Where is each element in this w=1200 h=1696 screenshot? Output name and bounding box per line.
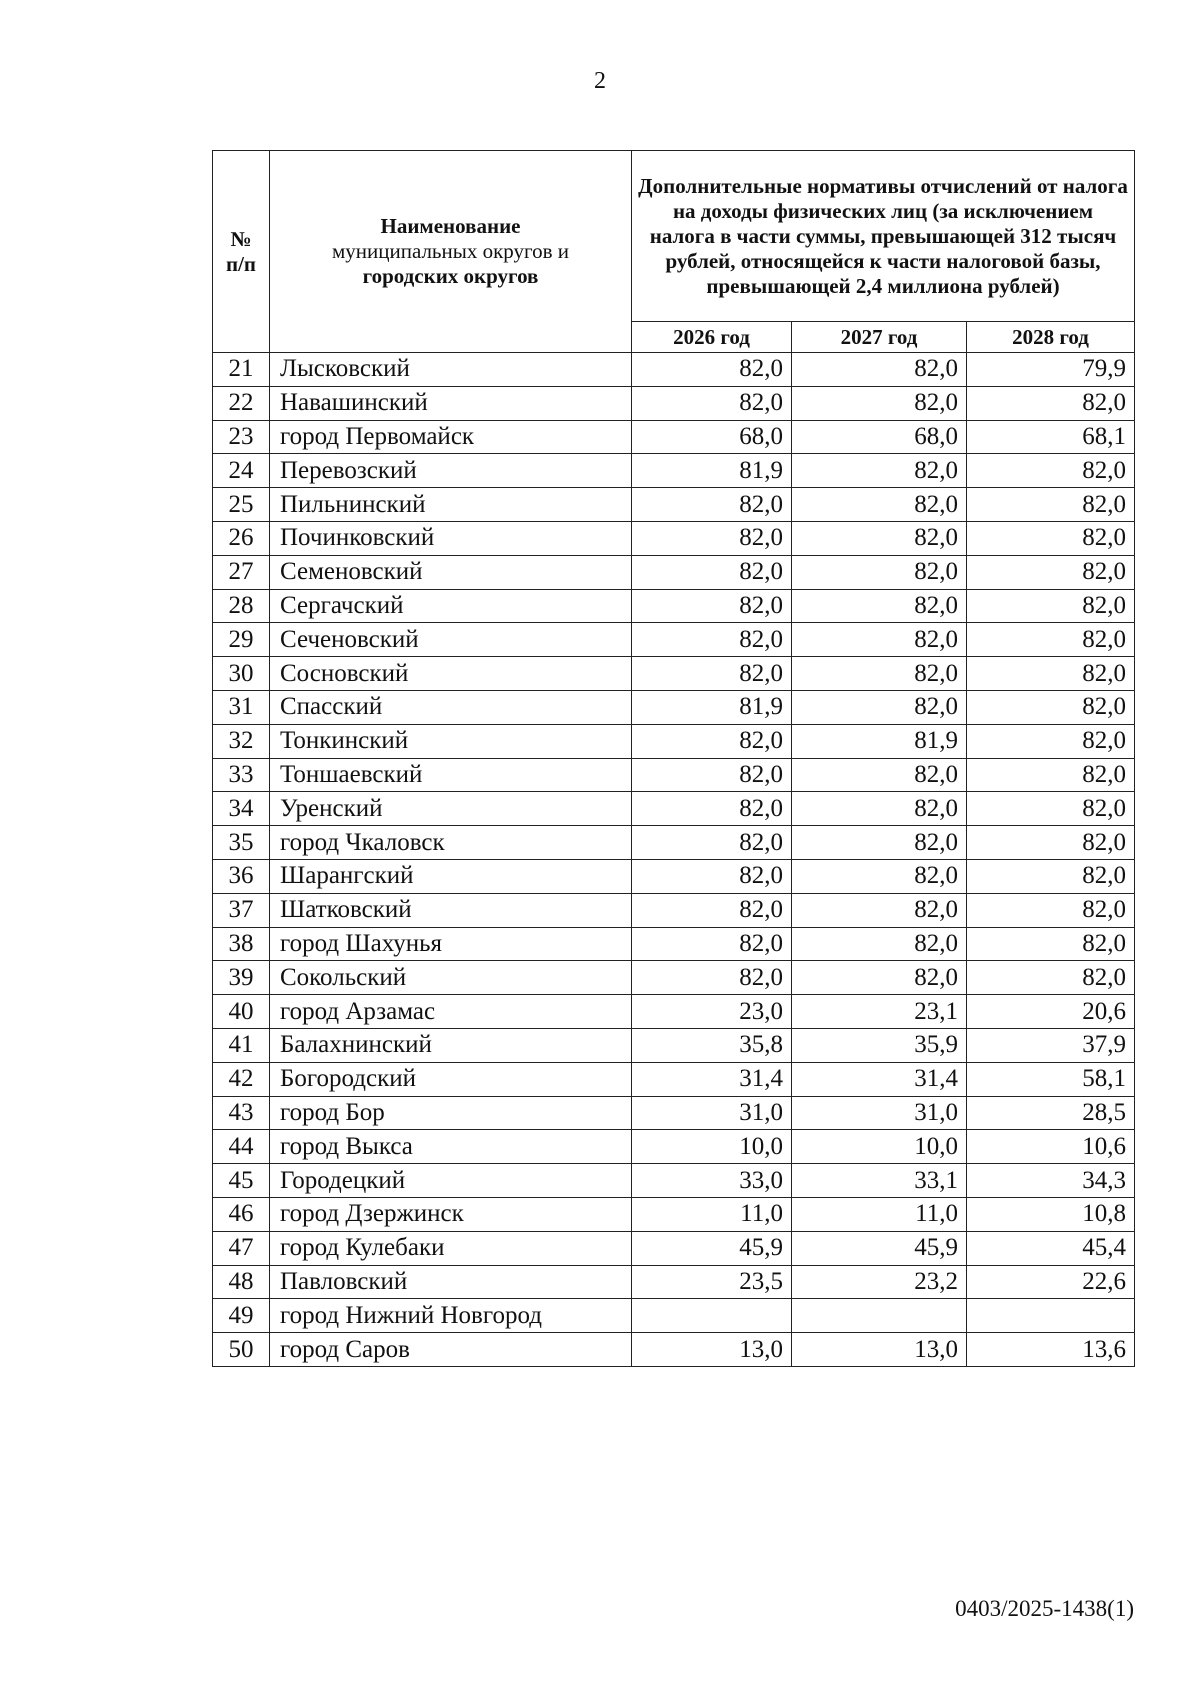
value-2027 [792, 1299, 967, 1333]
row-number: 32 [213, 724, 270, 758]
table-row [213, 1062, 1135, 1096]
value-2028: 22,6 [967, 1265, 1135, 1299]
value-2026 [632, 1299, 792, 1333]
document-code: 0403/2025-1438(1) [955, 1596, 1134, 1621]
municipality-name: город Шахунья [270, 927, 632, 961]
municipality-name: город Первомайск [270, 420, 632, 454]
value-2028: 82,0 [967, 454, 1135, 488]
municipality-name: Семеновский [270, 555, 632, 589]
header-name-column [270, 151, 632, 353]
value-2026: 33,0 [632, 1164, 792, 1198]
table-header [213, 151, 1135, 353]
row-number: 45 [213, 1164, 270, 1198]
value-2028 [967, 1299, 1135, 1333]
table-row [213, 420, 1135, 454]
value-2028: 82,0 [967, 690, 1135, 724]
municipality-name: город Саров [270, 1333, 632, 1367]
table-row [213, 1299, 1135, 1333]
municipality-name: Балахнинский [270, 1028, 632, 1062]
table-row [213, 690, 1135, 724]
value-2026: 10,0 [632, 1130, 792, 1164]
value-2028: 82,0 [967, 859, 1135, 893]
value-2026: 82,0 [632, 386, 792, 420]
table-row [213, 1265, 1135, 1299]
table-body [213, 353, 1135, 1367]
municipality-name: Починковский [270, 521, 632, 555]
value-2027: 82,0 [792, 792, 967, 826]
row-number: 21 [213, 353, 270, 387]
header-year-2028: 2028 год [967, 322, 1135, 353]
municipality-name: Перевозский [270, 454, 632, 488]
row-number: 33 [213, 758, 270, 792]
row-number: 38 [213, 927, 270, 961]
value-2027: 82,0 [792, 454, 967, 488]
value-2026: 82,0 [632, 657, 792, 691]
value-2027: 23,1 [792, 995, 967, 1029]
value-2026: 81,9 [632, 454, 792, 488]
municipality-name: Навашинский [270, 386, 632, 420]
header-name-title: Наименование [380, 214, 521, 238]
table-row [213, 724, 1135, 758]
value-2027: 82,0 [792, 623, 967, 657]
table-row [213, 1231, 1135, 1265]
value-2027: 81,9 [792, 724, 967, 758]
value-2026: 82,0 [632, 623, 792, 657]
value-2026: 82,0 [632, 758, 792, 792]
value-2028: 82,0 [967, 488, 1135, 522]
value-2026: 31,4 [632, 1062, 792, 1096]
value-2028: 82,0 [967, 826, 1135, 860]
municipality-name: Богородский [270, 1062, 632, 1096]
value-2027: 31,0 [792, 1096, 967, 1130]
municipality-name: Шатковский [270, 893, 632, 927]
value-2027: 82,0 [792, 927, 967, 961]
header-name-subtitle-2: городских округов [362, 264, 539, 288]
table-row [213, 859, 1135, 893]
row-number: 26 [213, 521, 270, 555]
table-row [213, 1164, 1135, 1198]
row-number: 31 [213, 690, 270, 724]
value-2028: 82,0 [967, 589, 1135, 623]
value-2028: 13,6 [967, 1333, 1135, 1367]
municipality-name: город Чкаловск [270, 826, 632, 860]
municipality-name: Сокольский [270, 961, 632, 995]
table-row [213, 961, 1135, 995]
header-number-abbrev: п/п [225, 251, 257, 276]
value-2028: 82,0 [967, 893, 1135, 927]
municipality-name: город Выкса [270, 1130, 632, 1164]
table-row [213, 386, 1135, 420]
row-number: 29 [213, 623, 270, 657]
value-2028: 82,0 [967, 386, 1135, 420]
value-2027: 10,0 [792, 1130, 967, 1164]
row-number: 36 [213, 859, 270, 893]
row-number: 46 [213, 1197, 270, 1231]
value-2027: 11,0 [792, 1197, 967, 1231]
value-2027: 82,0 [792, 386, 967, 420]
value-2028: 20,6 [967, 995, 1135, 1029]
value-2026: 82,0 [632, 927, 792, 961]
row-number: 41 [213, 1028, 270, 1062]
value-2028: 28,5 [967, 1096, 1135, 1130]
value-2027: 82,0 [792, 859, 967, 893]
municipality-name: Сергачский [270, 589, 632, 623]
table-row [213, 454, 1135, 488]
value-2027: 82,0 [792, 690, 967, 724]
municipality-name: город Кулебаки [270, 1231, 632, 1265]
value-2027: 31,4 [792, 1062, 967, 1096]
row-number: 40 [213, 995, 270, 1029]
value-2026: 13,0 [632, 1333, 792, 1367]
value-2026: 82,0 [632, 724, 792, 758]
municipality-name: Пильнинский [270, 488, 632, 522]
municipality-name: Сеченовский [270, 623, 632, 657]
table-row [213, 353, 1135, 387]
value-2027: 33,1 [792, 1164, 967, 1198]
value-2028: 82,0 [967, 758, 1135, 792]
row-number: 48 [213, 1265, 270, 1299]
value-2026: 82,0 [632, 826, 792, 860]
table-row [213, 1197, 1135, 1231]
value-2027: 35,9 [792, 1028, 967, 1062]
value-2027: 82,0 [792, 893, 967, 927]
municipality-name: город Бор [270, 1096, 632, 1130]
row-number: 34 [213, 792, 270, 826]
value-2027: 82,0 [792, 353, 967, 387]
value-2028: 10,6 [967, 1130, 1135, 1164]
value-2028: 34,3 [967, 1164, 1135, 1198]
value-2026: 23,0 [632, 995, 792, 1029]
value-2028: 45,4 [967, 1231, 1135, 1265]
municipality-name: Городецкий [270, 1164, 632, 1198]
municipality-name: город Нижний Новгород [270, 1299, 632, 1333]
value-2028: 37,9 [967, 1028, 1135, 1062]
value-2026: 82,0 [632, 555, 792, 589]
header-number-symbol: № [230, 226, 252, 251]
table-row [213, 1130, 1135, 1164]
value-2026: 23,5 [632, 1265, 792, 1299]
table-row [213, 893, 1135, 927]
table-row [213, 1096, 1135, 1130]
page-number: 2 [594, 68, 606, 94]
value-2027: 82,0 [792, 521, 967, 555]
row-number: 22 [213, 386, 270, 420]
row-number: 37 [213, 893, 270, 927]
value-2028: 82,0 [967, 724, 1135, 758]
row-number: 30 [213, 657, 270, 691]
value-2027: 82,0 [792, 826, 967, 860]
header-number-column [213, 151, 270, 353]
value-2026: 35,8 [632, 1028, 792, 1062]
value-2027: 13,0 [792, 1333, 967, 1367]
value-2026: 82,0 [632, 893, 792, 927]
municipality-name: Уренский [270, 792, 632, 826]
municipality-name: город Арзамас [270, 995, 632, 1029]
value-2026: 82,0 [632, 792, 792, 826]
table-row [213, 521, 1135, 555]
value-2027: 82,0 [792, 488, 967, 522]
municipality-name: Шарангский [270, 859, 632, 893]
value-2028: 10,8 [967, 1197, 1135, 1231]
value-2027: 82,0 [792, 961, 967, 995]
value-2026: 82,0 [632, 521, 792, 555]
row-number: 23 [213, 420, 270, 454]
value-2026: 82,0 [632, 488, 792, 522]
header-year-2027: 2027 год [792, 322, 967, 353]
municipality-name: Спасский [270, 690, 632, 724]
value-2028: 82,0 [967, 961, 1135, 995]
value-2027: 82,0 [792, 555, 967, 589]
municipality-name: Павловский [270, 1265, 632, 1299]
table-row [213, 589, 1135, 623]
value-2026: 11,0 [632, 1197, 792, 1231]
tax-norms-table [212, 150, 1135, 1367]
row-number: 50 [213, 1333, 270, 1367]
row-number: 24 [213, 454, 270, 488]
table-row [213, 488, 1135, 522]
row-number: 43 [213, 1096, 270, 1130]
value-2028: 82,0 [967, 657, 1135, 691]
table-row [213, 792, 1135, 826]
row-number: 28 [213, 589, 270, 623]
municipality-name: Сосновский [270, 657, 632, 691]
value-2026: 68,0 [632, 420, 792, 454]
row-number: 25 [213, 488, 270, 522]
value-2027: 82,0 [792, 589, 967, 623]
header-values-group: Дополнительные нормативы отчислений от налога на доходы физических лиц (за исключением налога в части суммы, превышающей 312 тысяч рублей, относящейся к части налоговой базы, превышающей 2,4 миллиона рублей) [632, 151, 1135, 322]
table-row [213, 995, 1135, 1029]
value-2026: 82,0 [632, 353, 792, 387]
value-2027: 23,2 [792, 1265, 967, 1299]
value-2027: 45,9 [792, 1231, 967, 1265]
value-2027: 68,0 [792, 420, 967, 454]
value-2028: 82,0 [967, 927, 1135, 961]
value-2027: 82,0 [792, 758, 967, 792]
municipality-name: Тоншаевский [270, 758, 632, 792]
value-2028: 82,0 [967, 521, 1135, 555]
row-number: 35 [213, 826, 270, 860]
row-number: 49 [213, 1299, 270, 1333]
table-row [213, 826, 1135, 860]
row-number: 27 [213, 555, 270, 589]
municipality-name: город Дзержинск [270, 1197, 632, 1231]
table-row [213, 555, 1135, 589]
header-year-2026: 2026 год [632, 322, 792, 353]
value-2028: 82,0 [967, 623, 1135, 657]
municipality-name: Лысковский [270, 353, 632, 387]
value-2027: 82,0 [792, 657, 967, 691]
table-row [213, 927, 1135, 961]
value-2026: 82,0 [632, 859, 792, 893]
row-number: 42 [213, 1062, 270, 1096]
municipality-name: Тонкинский [270, 724, 632, 758]
value-2026: 31,0 [632, 1096, 792, 1130]
value-2028: 68,1 [967, 420, 1135, 454]
value-2028: 82,0 [967, 555, 1135, 589]
row-number: 47 [213, 1231, 270, 1265]
table-row [213, 657, 1135, 691]
table-row [213, 758, 1135, 792]
row-number: 39 [213, 961, 270, 995]
value-2028: 79,9 [967, 353, 1135, 387]
value-2026: 82,0 [632, 589, 792, 623]
row-number: 44 [213, 1130, 270, 1164]
header-name-subtitle-1: муниципальных округов и [331, 239, 570, 263]
table-row [213, 623, 1135, 657]
value-2028: 58,1 [967, 1062, 1135, 1096]
value-2026: 82,0 [632, 961, 792, 995]
value-2026: 81,9 [632, 690, 792, 724]
value-2028: 82,0 [967, 792, 1135, 826]
table-row [213, 1028, 1135, 1062]
table-row [213, 1333, 1135, 1367]
value-2026: 45,9 [632, 1231, 792, 1265]
